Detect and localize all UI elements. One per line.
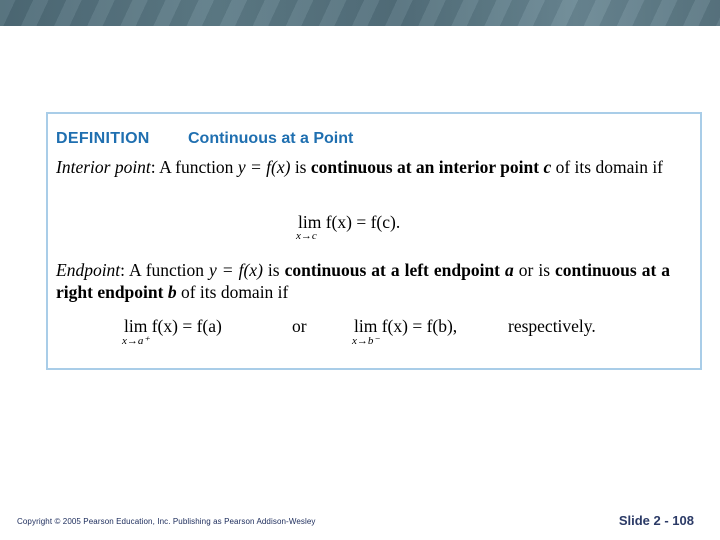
bold-phrase-left: continuous at a left endpoint [284,260,501,280]
limit-operator [122,316,150,347]
lim-text: lim [354,316,378,336]
text: is [262,260,285,280]
copyright-footer: Copyright © 2005 Pearson Education, Inc. Publishing as Pearson Addison-Wesley [17,517,316,526]
top-banner [0,0,720,26]
limit-operator [352,316,380,347]
formula-expression: f(x) = f(a) [151,316,222,336]
variable-c: c [543,157,552,177]
text: of its domain if [176,282,289,302]
limit-subscript: x→b⁻ [352,335,380,347]
interior-point-paragraph [56,156,670,178]
limit-subscript: x→a⁺ [122,335,150,347]
variable-b: b [167,282,177,302]
formula-expression: f(x) = f(b), [381,316,458,336]
interior-term: Interior point [56,157,151,177]
formula-interior [296,212,401,242]
bold-phrase: continuous at an interior point [310,157,540,177]
text: : A function [150,157,238,177]
limit-subscript: x→c [296,230,317,242]
respectively-text: respectively. [508,316,596,336]
formula-expression: f(x) = f(c). [325,212,401,232]
variable-a: a [505,260,514,280]
endpoint-paragraph [56,259,670,303]
endpoint-term: Endpoint [56,260,121,280]
formula-or [292,316,307,337]
text: is [290,157,311,177]
definition-box [46,112,702,370]
text: of its domain if [551,157,664,177]
definition-label: DEFINITION [56,130,150,147]
formula-respectively [508,316,596,337]
limit-operator [296,212,322,242]
formula-endpoint-left [122,316,222,347]
bold-phrase-right: continuous at a right endpoint [56,260,671,302]
lim-text: lim [298,212,322,232]
function-expr: y = f(x) [209,260,263,280]
definition-title: Continuous at a Point [188,130,354,147]
definition-heading [56,130,354,148]
slide-number: Slide 2 - 108 [618,513,694,528]
function-expr: y = f(x) [237,157,291,177]
or-text: or [292,316,307,336]
lim-text: lim [124,316,148,336]
formula-endpoint-right [352,316,458,347]
text: : A function [120,260,210,280]
text: or is [513,260,555,280]
